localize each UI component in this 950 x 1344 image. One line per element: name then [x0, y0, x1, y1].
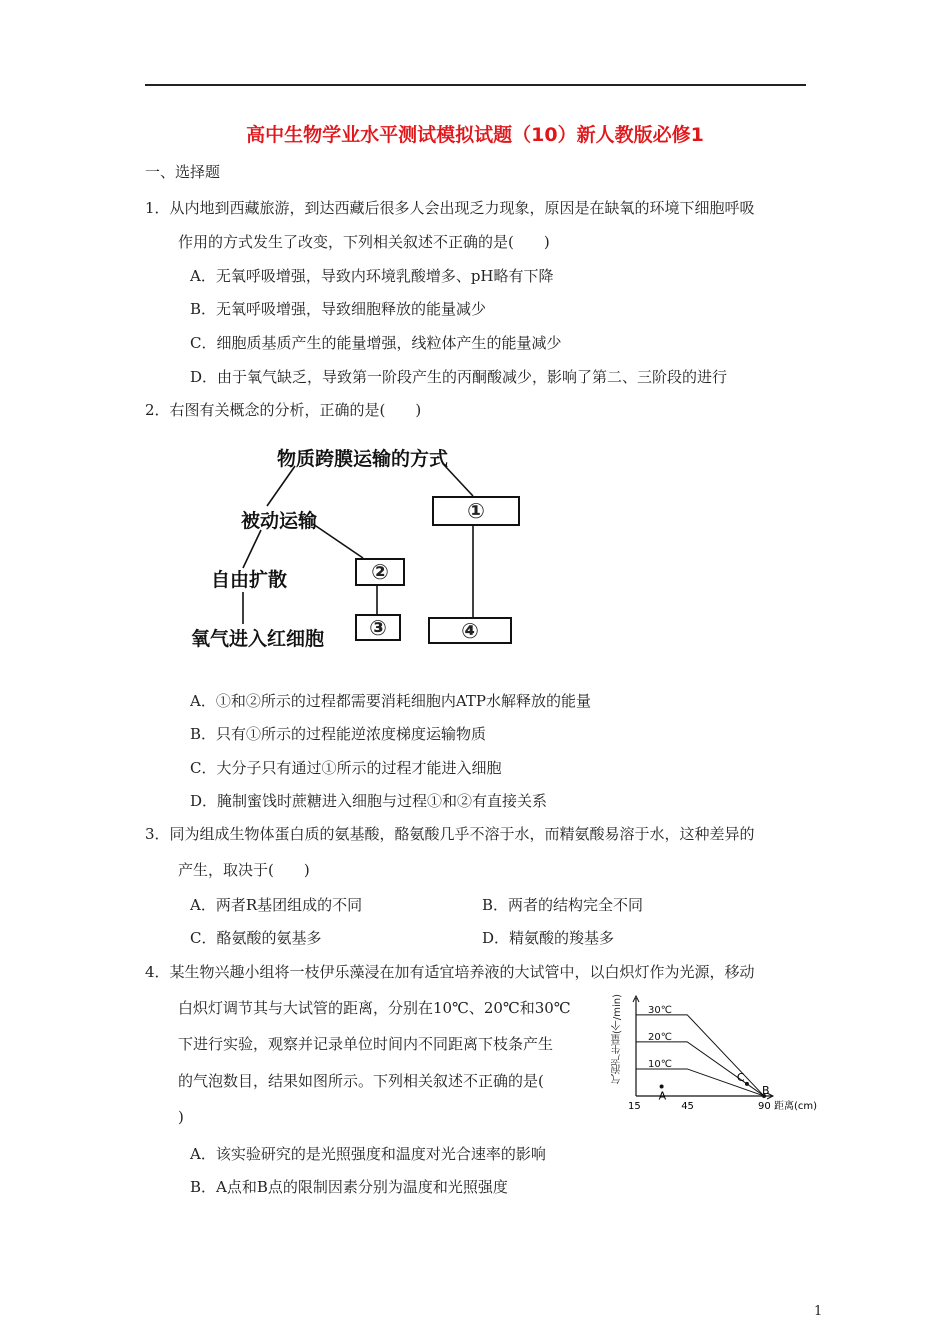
concept-diagram	[185, 438, 530, 653]
diagram-free-diffusion-label: 自由扩散	[211, 569, 288, 591]
q2-option-b: B．只有①所示的过程能逆浓度梯度运输物质	[190, 725, 487, 743]
diagram-box-1: ①	[432, 496, 520, 526]
q1-option-b: B．无氧呼吸增强，导致细胞释放的能量减少	[190, 300, 487, 318]
q1-stem-line1: 1．从内地到西藏旅游，到达西藏后很多人会出现乏力现象，原因是在缺氧的环境下细胞呼吸	[145, 199, 755, 217]
q1-stem-line2: 作用的方式发生了改变，下列相关叙述不正确的是( )	[178, 233, 550, 251]
q4-stem-line2: 白炽灯调节其与大试管的距离，分别在10℃、20℃和30℃	[178, 999, 571, 1017]
chart-point-A	[660, 1085, 664, 1089]
q3-stem-line2: 产生，取决于( )	[178, 861, 310, 879]
chart-x-tick-1: 45	[681, 1101, 694, 1112]
chart-series-label-0: 30℃	[648, 1004, 672, 1016]
q4-stem-line4: 的气泡数目，结果如图所示。下列相关叙述不正确的是(	[178, 1072, 544, 1090]
chart-series-label-1: 20℃	[648, 1031, 672, 1043]
q1-option-d: D．由于氧气缺乏，导致第一阶段产生的丙酮酸减少，影响了第二、三阶段的进行	[190, 368, 728, 386]
diagram-oxygen-label: 氧气进入红细胞	[191, 628, 325, 650]
q1-option-a: A．无氧呼吸增强，导致内环境乳酸增多、pH略有下降	[190, 267, 554, 285]
q1-option-c: C．细胞质基质产生的能量增强，线粒体产生的能量减少	[190, 334, 562, 352]
chart-x-tick-0: 15	[628, 1101, 641, 1112]
chart-x-axis-label: 距离(cm)	[774, 1101, 818, 1112]
page-number: 1	[814, 1304, 823, 1319]
diagram-box-2: ②	[355, 558, 405, 586]
q2-stem: 2．右图有关概念的分析，正确的是( )	[145, 401, 422, 419]
q4-stem-line5: )	[178, 1108, 184, 1126]
q2-option-c: C．大分子只有通过①所示的过程才能进入细胞	[190, 759, 502, 777]
q3-option-a: A．两者R基团组成的不同	[190, 896, 363, 914]
q3-stem-line1: 3．同为组成生物体蛋白质的氨基酸，酪氨酸几乎不溶于水，而精氨酸易溶于水，这种差异的	[145, 825, 755, 843]
diagram-passive-label: 被动运输	[241, 510, 318, 532]
bubble-chart	[612, 990, 818, 1120]
q4-stem-line3: 下进行实验，观察并记录单位时间内不同距离下枝条产生	[178, 1035, 554, 1053]
header-rule	[145, 84, 806, 86]
chart-point-C	[745, 1082, 749, 1086]
q2-option-d: D．腌制蜜饯时蔗糖进入细胞与过程①和②有直接关系	[190, 792, 548, 810]
q4-option-b: B．A点和B点的限制因素分别为温度和光照强度	[190, 1178, 508, 1196]
q3-option-d: D．精氨酸的羧基多	[482, 929, 615, 947]
chart-point-label-B: B	[762, 1084, 770, 1097]
chart-point-label-A: A	[658, 1089, 667, 1103]
chart-x-tick-2: 90	[758, 1101, 771, 1112]
diagram-box-3: ③	[355, 614, 401, 641]
chart-plot	[616, 990, 818, 1120]
chart-y-axis-label: 气泡产生量(个/min)	[612, 994, 623, 1085]
chart-point-label-C: C	[736, 1070, 745, 1084]
q2-option-a: A．①和②所示的过程都需要消耗细胞内ATP水解释放的能量	[190, 692, 591, 710]
page-title: 高中生物学业水平测试模拟试题（10）新人教版必修1	[246, 124, 704, 146]
diagram-box-4: ④	[428, 617, 512, 644]
q4-stem-line1: 4．某生物兴趣小组将一枝伊乐藻浸在加有适宜培养液的大试管中，以白炽灯作为光源，移动	[145, 963, 755, 981]
chart-series-label-2: 10℃	[648, 1058, 672, 1070]
q3-option-b: B．两者的结构完全不同	[482, 896, 644, 914]
diagram-root-label: 物质跨膜运输的方式	[277, 448, 449, 470]
section-heading: 一、选择题	[145, 163, 221, 181]
q3-option-c: C．酪氨酸的氨基多	[190, 929, 322, 947]
chart-series-line-0	[636, 1015, 764, 1096]
q4-option-a: A．该实验研究的是光照强度和温度对光合速率的影响	[190, 1145, 546, 1163]
